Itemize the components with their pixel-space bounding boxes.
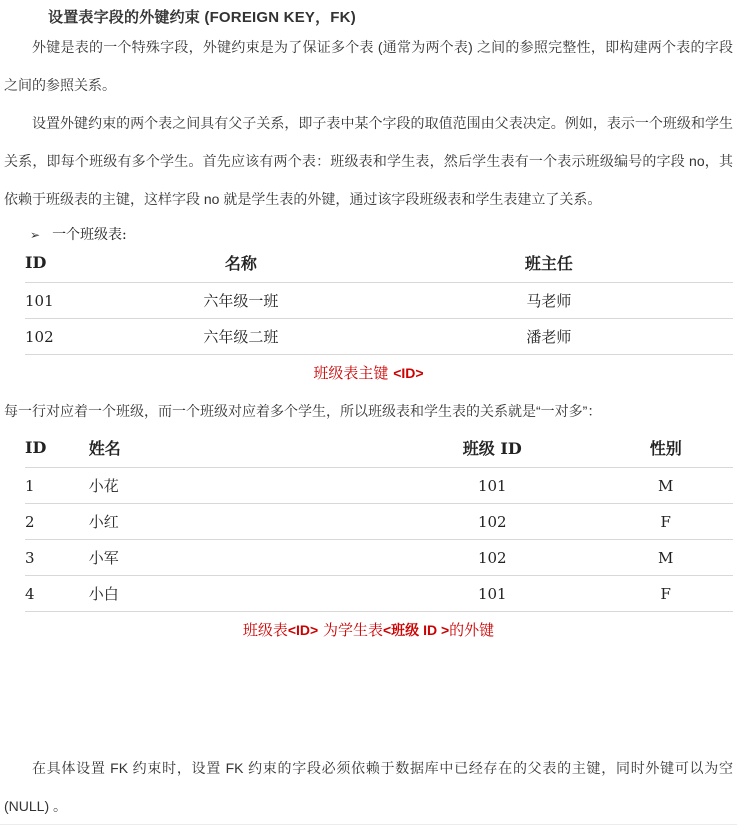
paragraph-foreign-key-intro: 外键是表的一个特殊字段，外键约束是为了保证多个表 (通常为两个表) 之间的参照完整性，即构建两个表的字段之间的参照关系。 <box>4 39 733 93</box>
table-row <box>25 283 733 319</box>
cell-gender: F <box>598 504 733 540</box>
cell-name: 六年级一班 <box>117 283 365 319</box>
cell-class-id: 102 <box>386 504 598 540</box>
table-row <box>25 319 733 355</box>
cell-gender: M <box>598 540 733 576</box>
caption-id-tag: <ID> <box>287 622 319 638</box>
column-header-student-name: 姓名 <box>89 431 386 468</box>
students-table <box>25 431 733 612</box>
column-header-class-id: 班级 ID <box>386 431 598 468</box>
cell-id: 4 <box>25 576 89 612</box>
table-row <box>25 576 733 612</box>
caption-text: 为学生表 <box>318 621 383 639</box>
cell-class-id: 101 <box>386 468 598 504</box>
class-table-caption <box>4 363 733 384</box>
caption-class-id-tag: <班级 ID > <box>383 622 450 638</box>
cell-student-name: 小红 <box>89 504 386 540</box>
class-table <box>25 246 733 355</box>
column-header-name: 名称 <box>117 246 365 283</box>
paragraph-parent-child-relation: 设置外键约束的两个表之间具有父子关系，即子表中某个字段的取值范围由父表决定。例如，表示一个班级和学生关系，即每个班级有多个学生。首先应该有两个表：班级表和学生表，然后学生表有一个表示班级编号的字段 no，其依赖于班级表的主键，这样字段 no 就是学生表的外键，通过该字段班级表和学生表建立了关系。 <box>4 115 733 207</box>
caption-text: 的外键 <box>449 621 495 639</box>
column-header-teacher: 班主任 <box>365 246 733 283</box>
cell-id: 1 <box>25 468 89 504</box>
cell-id: 3 <box>25 540 89 576</box>
bullet-item-label: 一个班级表: <box>52 227 127 243</box>
cell-student-name: 小花 <box>89 468 386 504</box>
cell-gender: F <box>598 576 733 612</box>
cell-class-id: 101 <box>386 576 598 612</box>
cell-gender: M <box>598 468 733 504</box>
cell-student-name: 小白 <box>89 576 386 612</box>
cell-teacher: 潘老师 <box>365 319 733 355</box>
cell-id: 101 <box>25 283 117 319</box>
cell-class-id: 102 <box>386 540 598 576</box>
caption-text: 班级表主键 <box>313 364 394 382</box>
caption-id-tag: <ID> <box>393 365 424 381</box>
cell-teacher: 马老师 <box>365 283 733 319</box>
paragraph-fk-constraint-note: 在具体设置 FK 约束时，设置 FK 约束的字段必须依赖于数据库中已经存在的父表的主键，同时外键可以为空 (NULL) 。 <box>4 760 733 814</box>
cell-id: 2 <box>25 504 89 540</box>
cell-name: 六年级二班 <box>117 319 365 355</box>
caption-text: 班级表 <box>242 621 288 639</box>
cell-student-name: 小军 <box>89 540 386 576</box>
table-row <box>25 540 733 576</box>
cell-id: 102 <box>25 319 117 355</box>
page-title: 设置表字段的外键约束 (FOREIGN KEY，FK) <box>48 9 356 26</box>
class-table-header-row <box>25 246 733 283</box>
students-table-caption <box>4 620 733 641</box>
table-row <box>25 504 733 540</box>
column-header-id: ID <box>25 246 117 283</box>
table-row <box>25 468 733 504</box>
blank-space <box>4 649 733 749</box>
column-header-gender: 性别 <box>598 431 733 468</box>
column-header-id: ID <box>25 431 89 468</box>
bullet-item-class-table <box>30 224 733 246</box>
students-table-header-row <box>25 431 733 468</box>
paragraph-one-to-many: 每一行对应着一个班级，而一个班级对应着多个学生，所以班级表和学生表的关系就是“一对多”： <box>4 403 602 419</box>
arrow-bullet-icon: ➢ <box>30 228 41 242</box>
